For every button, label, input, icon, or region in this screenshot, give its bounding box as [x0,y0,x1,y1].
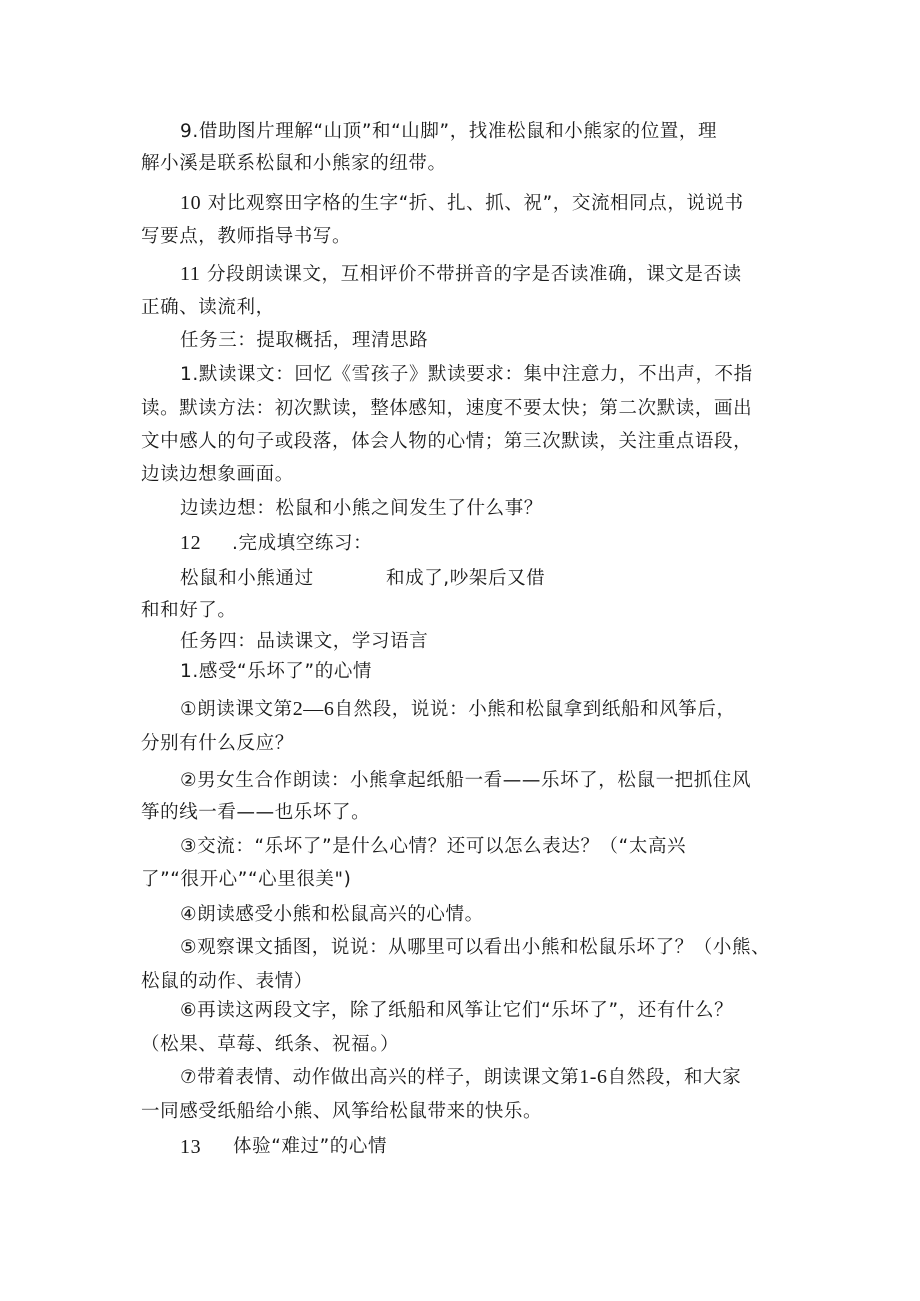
circled-item-1-line-2: 分别有什么反应？ [141,733,294,754]
paragraph-10-line-1: 10 对比观察田字格的生字“折、扎、抓、祝”，交流相同点，说说书 [180,192,744,214]
task-4-item-1: 1.感受“乐坏了”的心情 [180,661,373,682]
fill-blank-part-1: 松鼠和小熊通过 [180,568,314,589]
paragraph-9-line-2: 解小溪是联系松鼠和小熊家的纽带。 [141,153,447,174]
paragraph-11-line-1: 11 分段朗读课文，互相评价不带拼音的字是否读准确，课文是否读 [180,263,742,285]
circled-item-3-line-2: 了”“很开心”“心里很美") [141,869,352,890]
task-3-item-1-line-3: 文中感人的句子或段落，体会人物的心情；第三次默读，关注重点语段， [141,431,753,452]
circled-item-1-line-1: ①朗读课文第2—6自然段，说说：小熊和松鼠拿到纸船和风筝后， [180,698,736,720]
paragraph-13-number: 13 [180,1136,202,1158]
circled-item-6-line-1: ⑥再读这两段文字，除了纸船和风筝让它们“乐坏了”，还有什么？ [180,1000,734,1021]
circled-item-7-line-2: 一同感受纸船给小熊、风筝给松鼠带来的快乐。 [141,1101,543,1122]
circled-item-7-line-1: ⑦带着表情、动作做出高兴的样子，朗读课文第1-6自然段，和大家 [180,1066,742,1088]
circled-item-6-line-2: （松果、草莓、纸条、祝福。） [141,1034,400,1055]
task-4-heading: 任务四：品读课文，学习语言 [180,631,429,652]
circled-item-5-line-1: ⑤观察课文插图，说说：从哪里可以看出小熊和松鼠乐坏了？（小熊、 [180,937,771,958]
paragraph-9-line-1: 9.借助图片理解“山顶”和“山脚”，找准松鼠和小熊家的位置，理 [180,121,718,142]
paragraph-12-number: 12 [180,532,202,554]
fill-blank-part-2: 和成了,吵架后又借 [386,568,546,589]
paragraph-number: 10 [180,192,202,214]
circled-item-3-line-1: ③交流：“乐坏了”是什么心情？还可以怎么表达？（“太高兴 [180,836,687,857]
circled-item-4: ④朗读感受小熊和松鼠高兴的心情。 [180,904,484,925]
think-question: 边读边想：松鼠和小熊之间发生了什么事？ [180,498,543,519]
circled-item-2-line-1: ②男女生合作朗读：小熊拿起纸船一看——乐坏了，松鼠一把抓住风 [180,770,752,791]
fill-blank-part-3: 和和好了。 [141,600,237,621]
paragraph-13-text: 体验“难过”的心情 [233,1136,388,1157]
circled-item-5-line-2: 松鼠的动作、表情） [141,971,313,992]
paragraph-10-line-2: 写要点，教师指导书写。 [141,226,352,247]
task-3-item-1-line-1: 1.默读课文：回忆《雪孩子》默读要求：集中注意力，不出声，不指 [180,364,753,385]
paragraph-11-line-2: 正确、读流利， [141,297,275,318]
task-3-item-1-line-4: 边读边想象画面。 [141,464,294,485]
task-3-item-1-line-2: 读。默读方法：初次默读，整体感知，速度不要太快；第二次默读，画出 [141,398,753,419]
paragraph-number: 11 [180,263,201,285]
circled-item-2-line-2: 筝的线一看——也乐坏了。 [141,802,371,823]
task-3-heading: 任务三：提取概括，理清思路 [180,330,429,351]
paragraph-12-text: .完成填空练习： [232,533,373,554]
